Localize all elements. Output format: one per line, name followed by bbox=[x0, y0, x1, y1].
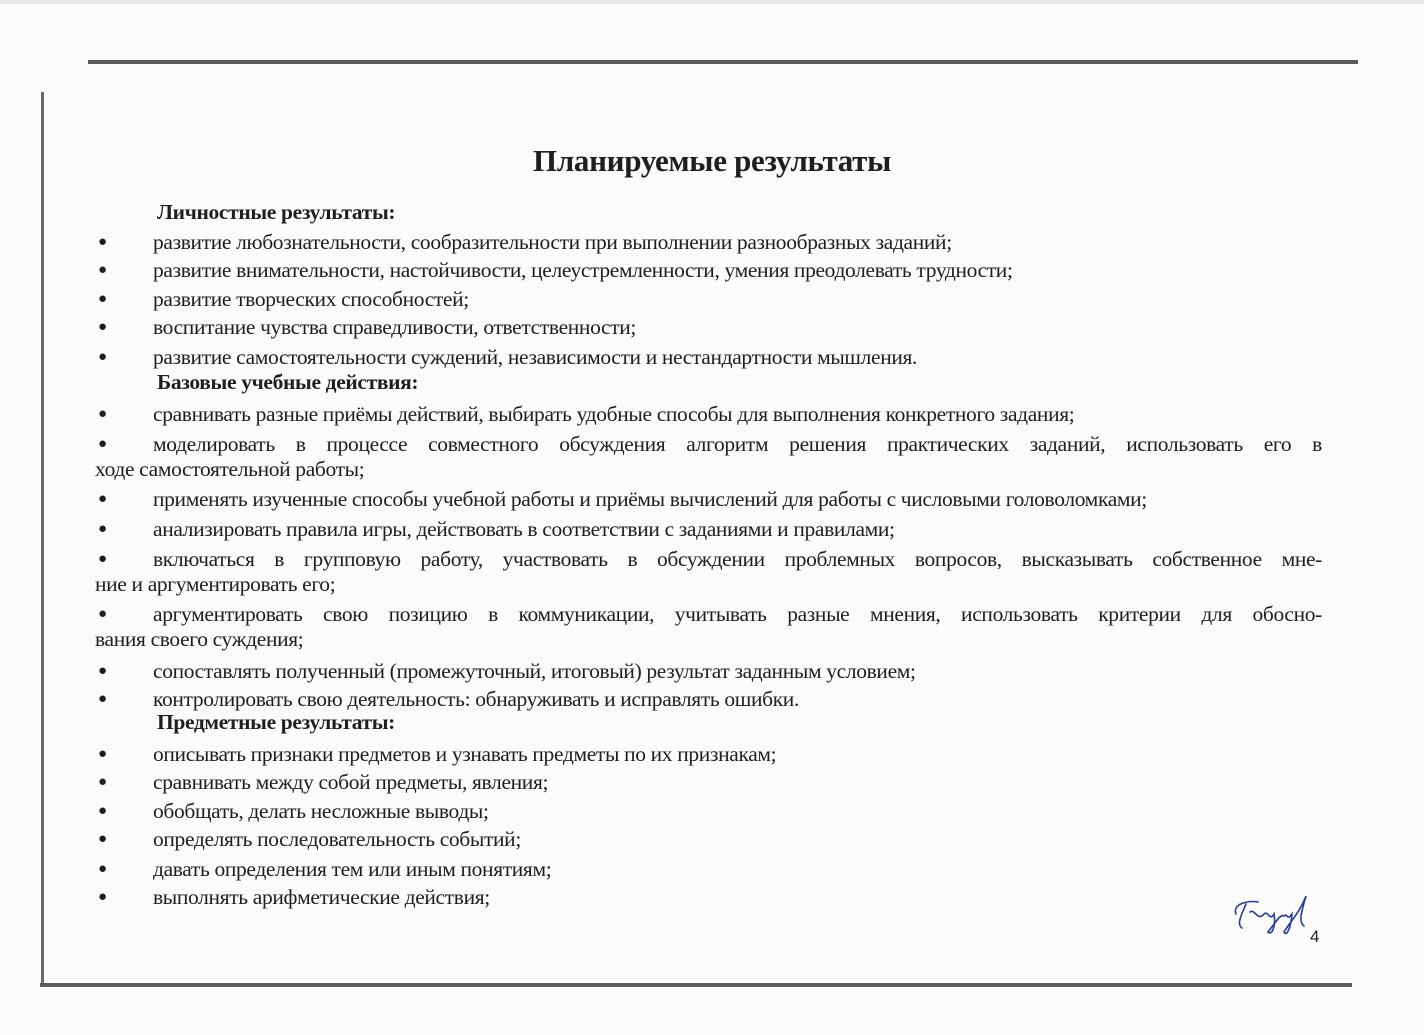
bullet-icon: ● bbox=[98, 861, 108, 877]
bullet-icon: ● bbox=[98, 691, 108, 707]
list-item: развитие внимательности, настойчивости, целеустремленности, умения преодолевать трудности; bbox=[153, 258, 1013, 282]
frame-bottom-rule bbox=[40, 983, 1352, 987]
list-item: воспитание чувства справедливости, ответственности; bbox=[153, 315, 637, 339]
bullet-icon: ● bbox=[98, 746, 108, 762]
bullet-icon: ● bbox=[98, 234, 108, 250]
bullet-icon: ● bbox=[98, 262, 108, 278]
signature bbox=[1228, 892, 1323, 942]
list-item: контролировать свою деятельность: обнаруживать и исправлять ошибки. bbox=[153, 687, 799, 711]
section-heading: Предметные результаты: bbox=[157, 710, 395, 734]
list-item-continuation: ние и аргументировать его; bbox=[95, 572, 336, 596]
list-item: применять изученные способы учебной работы и приёмы вычислений для работы с числовыми головоломками; bbox=[153, 487, 1147, 511]
scan-edge bbox=[0, 0, 1424, 4]
list-item: моделировать в процессе совместного обсуждения алгоритм решения практических заданий, использовать его в bbox=[153, 432, 1322, 456]
section-heading: Личностные результаты: bbox=[157, 200, 396, 224]
bullet-icon: ● bbox=[98, 831, 108, 847]
bullet-icon: ● bbox=[98, 291, 108, 307]
list-item-continuation: ходе самостоятельной работы; bbox=[95, 457, 365, 481]
bullet-icon: ● bbox=[98, 551, 108, 567]
list-item: развитие самостоятельности суждений, независимости и нестандартности мышления. bbox=[153, 345, 918, 369]
list-item: сравнивать разные приёмы действий, выбирать удобные способы для выполнения конкретного задания; bbox=[153, 402, 1075, 426]
bullet-icon: ● bbox=[98, 521, 108, 537]
list-item: определять последовательность событий; bbox=[153, 827, 521, 851]
bullet-icon: ● bbox=[98, 319, 108, 335]
list-item: включаться в групповую работу, участвовать в обсуждении проблемных вопросов, высказывать собственное мне- bbox=[153, 547, 1322, 571]
page-number: 4 bbox=[1310, 927, 1320, 946]
list-item: обобщать, делать несложные выводы; bbox=[153, 799, 489, 823]
frame-left-rule bbox=[41, 92, 44, 985]
list-item: анализировать правила игры, действовать в соответствии с заданиями и правилами; bbox=[153, 517, 895, 541]
bullet-icon: ● bbox=[98, 606, 108, 622]
list-item: сравнивать между собой предметы, явления; bbox=[153, 770, 549, 794]
list-item: описывать признаки предметов и узнавать предметы по их признакам; bbox=[153, 742, 777, 766]
list-item: развитие любознательности, сообразительности при выполнении разнообразных заданий; bbox=[153, 230, 952, 254]
frame-top-rule bbox=[88, 60, 1358, 64]
bullet-icon: ● bbox=[98, 436, 108, 452]
bullet-icon: ● bbox=[98, 889, 108, 905]
bullet-icon: ● bbox=[98, 406, 108, 422]
list-item: сопоставлять полученный (промежуточный, итоговый) результат заданным условием; bbox=[153, 659, 916, 683]
list-item: развитие творческих способностей; bbox=[153, 287, 469, 311]
list-item-continuation: вания своего суждения; bbox=[95, 627, 304, 651]
section-heading: Базовые учебные действия: bbox=[157, 370, 419, 394]
bullet-icon: ● bbox=[98, 349, 108, 365]
bullet-icon: ● bbox=[98, 774, 108, 790]
page-title: Планируемые результаты bbox=[533, 143, 891, 178]
list-item: аргументировать свою позицию в коммуникации, учитывать разные мнения, использовать критерии для обосно- bbox=[153, 602, 1322, 626]
list-item: выполнять арифметические действия; bbox=[153, 885, 490, 909]
bullet-icon: ● bbox=[98, 491, 108, 507]
bullet-icon: ● bbox=[98, 663, 108, 679]
bullet-icon: ● bbox=[98, 803, 108, 819]
list-item: давать определения тем или иным понятиям; bbox=[153, 857, 552, 881]
